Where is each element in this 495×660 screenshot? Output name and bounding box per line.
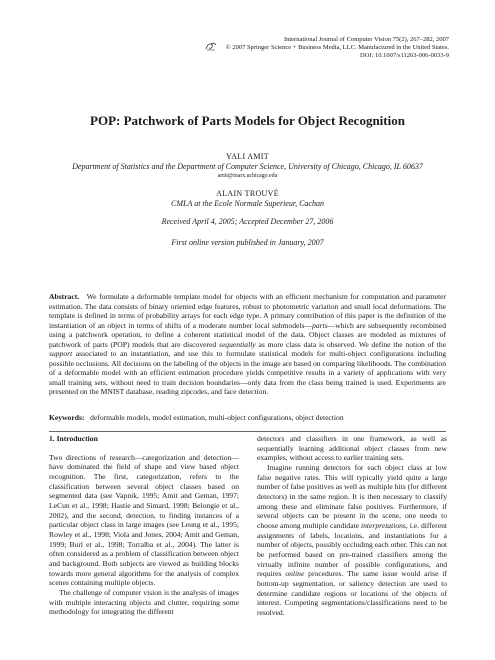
interpretations-word: interpretations [361,520,406,530]
online-word: online [285,569,305,579]
received-accepted-line: Received April 4, 2005; Accepted December 27, 2006 [161,217,334,226]
abstract-parts-word: parts [312,320,328,330]
author-block-1 [0,152,495,180]
online-date [0,238,495,248]
keywords [49,413,446,423]
author-email: amit@marx.uchicago.edu [217,173,278,179]
paper-title: POP: Patchwork of Parts Models for Object Recognition [90,113,405,128]
author-block-2 [0,189,495,209]
abstract-text-3: as more class data is observed. We define the notion of the [255,339,446,349]
intro-paragraph-3: detectors and classifiers in one framework, as well as sequentially learning additional object classes from new examples, without access to earlier training sets. [257,434,447,463]
abstract-support-word: support [49,349,73,358]
abstract [49,292,446,397]
abstract-text-2: —which are subsequently recombined using a patchwork operation, to define a coherent statistical model of the data. Object classes are modeled as mixtures of patchwork of parts (POP) models that are discovered [49,320,446,349]
abstract-label: Abstract. [49,292,80,301]
divider [49,431,446,432]
author-name: ALAIN TROUVÉ [216,189,279,198]
keywords-label: Keywords: [49,413,85,422]
author-name: YALI AMIT [226,152,269,161]
doi-line: DOI: 10.1007/s11263-006-0033-9 [360,52,449,60]
journal-info [169,36,449,61]
intro-paragraph-4b: , i.e. different assignments of labels, locations, and instantiations for a number of objects, possibly occluding each other. This can not be performed based on pre-trained classifiers among the virtually infinite number of possible configurations, and requires [257,520,447,579]
intro-paragraph-4c: procedures. The same issue would arise if bottom-up segmentation, or saliency detection are used to determine candidate regions or locations of the objects of interest. Competing segmentations/classifications need to be resolved. [257,569,447,617]
intro-paragraph-4 [257,463,447,618]
section-heading: 1. Introduction [49,434,98,443]
abstract-text-4: associated to an instantiation, and use this to formulate statistical models for multi-object configurations including possible occlusions. All decisions on the labeling of the objects in the image are based on comparing likelihoods. The combination of a deformable model with an efficient estimation procedure yields competitive results in a variety of applications with very small training sets, without need to train decision boundaries—only data from the class being trained is used. Experiments are presented on the MNIST database, reading zipcodes, and face detection. [49,349,446,396]
copyright-line: © 2007 Springer Science + Business Media, LLC. Manufactured in the United States. [225,44,449,52]
intro-paragraph-2: The challenge of computer vision is the analysis of images with multiple interacting objects and clutter, requiring some methodology for integrating the different [49,587,239,617]
journal-citation: International Journal of Computer Vision 75(2), 267–282, 2007 [283,36,449,43]
abstract-sequentially-word: sequentially [218,339,256,349]
column-right [257,434,447,617]
author-affiliation: CMLA at the Ecole Normale Superieur, Cachan [171,199,324,208]
abstract-text-1: We formulate a deformable template model for objects with an efficient mechanism for computation and parameter estimation. The data consists of binary oriented edge features, robust to photometric variation and small local deformations. The template is defined in terms of probability arrays for each edge type. A primary contribution of this paper is the definition of the instantiation of an object in terms of shifts of a moderate number local submodels— [49,292,447,330]
author-affiliation: Department of Statistics and the Department of Computer Science, University of Chicago, Chicago, IL 60637 [72,162,423,171]
intro-paragraph-1: Two directions of research—categorization and detection—have dominated the field of shape and view based object recognition. The first, categorization, refers to the classification between several object classes based on segmented data (see Vapnik, 1995; Amit and Geman, 1997; LeCun et al., 1998; Hastie and Simard, 1998; Belongie et al., 2002), and the second, detection, to finding instances of a particular object class in large images (see Leung et al., 1995; Rowley et al., 1998; Viola and Jones, 2004; Amit and Geman, 1999; Burl et al., 1998; Torralba et al., 2004). The latter is often considered as a problem of classification between object and background. Both subjects are viewed as building blocks towards more general algorithms for the analysis of complex scenes containing multiple objects. [49,452,239,588]
online-published-line: First online version published in January, 2007 [171,238,324,247]
column-left [49,434,239,617]
keywords-text: deformable models, model estimation, multi-object configurations, object detection [90,413,344,422]
intro-paragraph-4a: Imagine running detectors for each object class at low false negative rates. This will typically yield quite a large number of false positives as well as multiple hits (for different detectors) in the same region. It is then necessary to classify among these and eliminate false positives. Furthermore, if several objects can be present in the scene, one needs to choose among multiple candidate [257,462,447,530]
received-dates [0,217,495,227]
